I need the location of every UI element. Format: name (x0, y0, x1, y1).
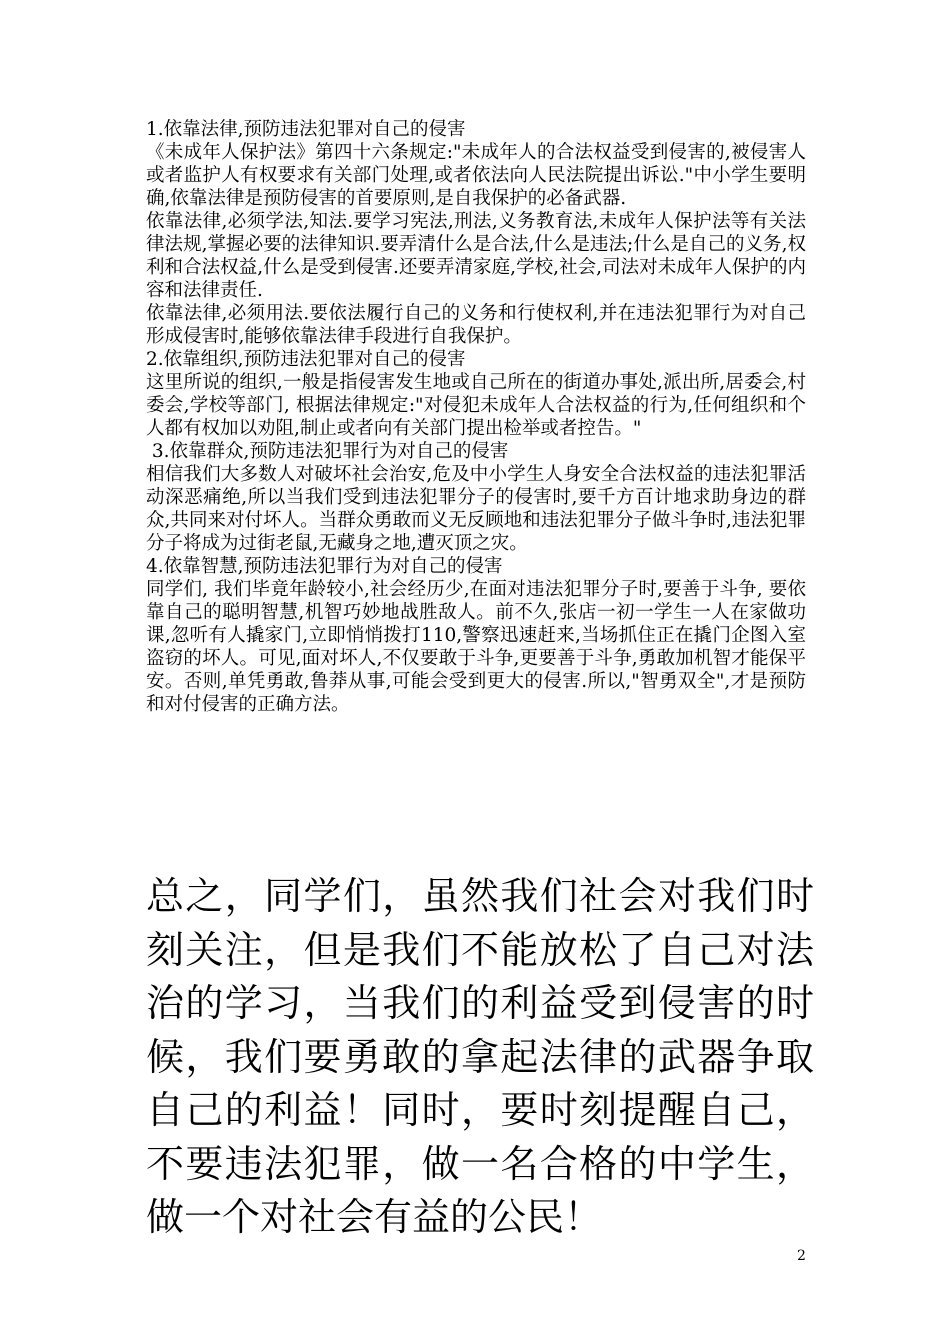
section-4-heading: 4.依靠智慧,预防违法犯罪行为对自己的侵害 (146, 556, 503, 577)
section-2-paragraph-1: 这里所说的组织,一般是指侵害发生地或自己所在的街道办事处,派出所,居委会,村委会,学校等部门, 根据法律规定:"对侵犯未成年人合法权益的行为,任何组织和个人都有权加以劝阻,制止或者向有关部门提出检举或者控告。" (146, 372, 806, 439)
section-1-paragraph-3: 依靠法律,必须用法.要依法履行自己的义务和行使权利,并在违法犯罪行为对自己形成侵害时,能够依靠法律手段进行自我保护。 (146, 303, 806, 347)
conclusion-paragraph: 总之，同学们，虽然我们社会对我们时刻关注，但是我们不能放松了自己对法治的学习，当我们的利益受到侵害的时候，我们要勇敢的拿起法律的武器争取自己的利益！同时，要时刻提醒自己，不要违法犯罪，做一名合格的中学生，做一个对社会有益的公民！ (146, 874, 814, 1239)
section-1-heading: 1.依靠法律,预防违法犯罪对自己的侵害 (146, 119, 466, 140)
section-2-heading: 2.依靠组织,预防违法犯罪对自己的侵害 (146, 349, 466, 370)
body-text (146, 118, 806, 716)
page-number: 2 (797, 1248, 806, 1264)
section-3-heading: 3.依靠群众,预防违法犯罪行为对自己的侵害 (146, 441, 509, 462)
section-1-paragraph-1: 《未成年人保护法》第四十六条规定:"未成年人的合法权益受到侵害的,被侵害人或者监护人有权要求有关部门处理,或者依法向人民法院提出诉讼."中小学生要明确,依靠法律是预防侵害的首要原则,是自我保护的必备武器. (146, 142, 806, 209)
section-1-paragraph-2: 依靠法律,必须学法,知法.要学习宪法,刑法,义务教育法,未成年人保护法等有关法律法规,掌握必要的法律知识.要弄清什么是合法,什么是违法;什么是自己的义务,权利和合法权益,什么是受到侵害.还要弄清家庭,学校,社会,司法对未成年人保护的内容和法律责任. (146, 211, 806, 301)
section-3-paragraph-1: 相信我们大多数人对破坏社会治安,危及中小学生人身安全合法权益的违法犯罪活动深恶痛绝,所以当我们受到违法犯罪分子的侵害时,要千方百计地求助身边的群众,共同来对付坏人。当群众勇敢而义无反顾地和违法犯罪分子做斗争时,违法犯罪分子将成为过街老鼠,无藏身之地,遭灭顶之灾。 (146, 464, 806, 554)
section-4-paragraph-1: 同学们, 我们毕竟年龄较小,社会经历少,在面对违法犯罪分子时,要善于斗争, 要依靠自己的聪明智慧,机智巧妙地战胜敌人。前不久,张店一初一学生一人在家做功课,忽听有人撬家门,立即悄悄拨打110,警察迅速赶来,当场抓住正在撬门企图入室盗窃的坏人。可见,面对坏人,不仅要敢于斗争,更要善于斗争,勇敢加机智才能保平安。否则,单凭勇敢,鲁莽从事,可能会受到更大的侵害.所以,"智勇双全",才是预防和对付侵害的正确方法。 (146, 579, 806, 715)
